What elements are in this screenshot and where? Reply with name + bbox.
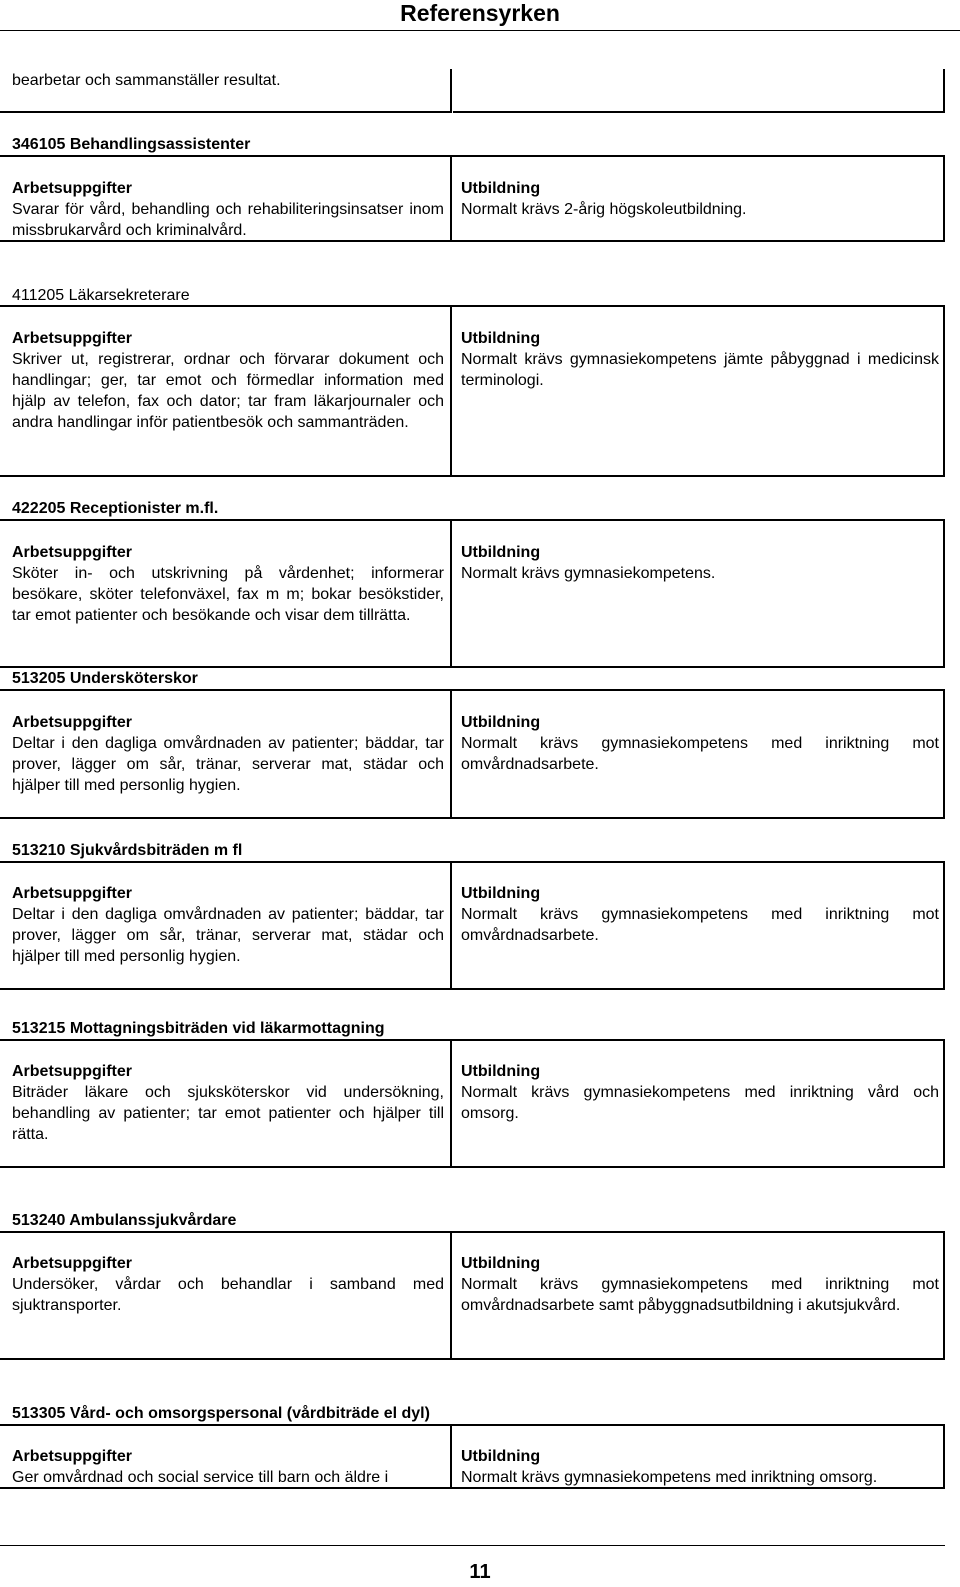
table-rule — [453, 111, 945, 113]
section-title: 513305 Vård- och omsorgspersonal (vårdbiträde el dyl) — [12, 1405, 430, 1422]
education-label: Utbildning — [461, 180, 541, 197]
tasks-text: Sköter in- och utskrivning på vårdenhet; informerar besökare, sköter telefonväxel, fax m m; bokar besökstider, tar emot patienter och besökande och visar dem tillrätta. — [12, 565, 444, 624]
section-title: 422205 Receptionister m.fl. — [12, 500, 219, 517]
table-rule — [450, 1039, 452, 1168]
tasks-label: Arbetsuppgifter — [12, 544, 132, 561]
tasks-text: Ger omvårdnad och social service till barn och äldre i — [12, 1469, 389, 1486]
section-title: 411205 Läkarsekreterare — [12, 287, 190, 304]
table-rule — [943, 1231, 945, 1360]
table-rule — [0, 1358, 945, 1360]
table-rule — [0, 111, 450, 113]
table-rule — [450, 861, 452, 990]
tasks-label: Arbetsuppgifter — [12, 1063, 132, 1080]
education-label: Utbildning — [461, 885, 541, 902]
tasks-text: Undersöker, vårdar och behandlar i samband med sjuktransporter. — [12, 1276, 444, 1314]
education-label: Utbildning — [461, 1448, 541, 1465]
tasks-label: Arbetsuppgifter — [12, 330, 132, 347]
header-rule — [0, 30, 960, 31]
table-rule — [0, 1039, 945, 1041]
section-title: 513240 Ambulanssjukvårdare — [12, 1212, 237, 1229]
table-rule — [943, 861, 945, 990]
table-rule — [450, 1424, 452, 1489]
table-rule — [0, 988, 945, 990]
section-title: 513210 Sjukvårdsbiträden m fl — [12, 842, 243, 859]
page-number: 11 — [469, 1561, 491, 1583]
table-rule — [0, 155, 945, 157]
footer-rule — [0, 1545, 945, 1546]
education-label: Utbildning — [461, 714, 541, 731]
table-rule — [943, 69, 945, 113]
table-rule — [0, 519, 945, 521]
tasks-text: Deltar i den dagliga omvårdnaden av patienter; bäddar, tar prover, lägger om sår, tränar, serverar mat, städar och hjälper till med personlig hygien. — [12, 735, 444, 794]
education-text: Normalt krävs gymnasiekompetens med inriktning mot omvårdnadsarbete samt påbyggnadsutbildning i akutsjukvård. — [461, 1276, 939, 1314]
table-rule — [0, 475, 945, 477]
education-text: Normalt krävs 2-årig högskoleutbildning. — [461, 201, 747, 218]
education-text: Normalt krävs gymnasiekompetens med inriktning mot omvårdnadsarbete. — [461, 735, 939, 773]
tasks-label: Arbetsuppgifter — [12, 1255, 132, 1272]
table-rule — [943, 689, 945, 819]
table-rule — [0, 861, 945, 863]
page-header-title: Referensyrken — [400, 0, 560, 26]
table-rule — [0, 689, 945, 691]
education-text: Normalt krävs gymnasiekompetens med inriktning vård och omsorg. — [461, 1084, 939, 1122]
table-rule — [0, 817, 945, 819]
table-rule — [450, 519, 452, 668]
table-rule — [943, 1424, 945, 1489]
section-title: 346105 Behandlingsassistenter — [12, 136, 251, 153]
table-rule — [450, 1231, 452, 1360]
education-text: Normalt krävs gymnasiekompetens. — [461, 565, 716, 582]
table-rule — [943, 155, 945, 242]
education-text: Normalt krävs gymnasiekompetens med inriktning mot omvårdnadsarbete. — [461, 906, 939, 944]
education-label: Utbildning — [461, 1063, 541, 1080]
tasks-label: Arbetsuppgifter — [12, 885, 132, 902]
table-rule — [943, 519, 945, 668]
table-rule — [0, 1166, 945, 1168]
table-rule — [450, 155, 452, 242]
table-rule — [0, 1424, 945, 1426]
education-text: Normalt krävs gymnasiekompetens jämte påbyggnad i medicinsk terminologi. — [461, 351, 939, 389]
education-label: Utbildning — [461, 330, 541, 347]
tasks-text: Svarar för vård, behandling och rehabiliteringsinsatser inom missbrukarvård och kriminalvård. — [12, 201, 444, 239]
table-rule — [450, 305, 452, 477]
tasks-text: Deltar i den dagliga omvårdnaden av patienter; bäddar, tar prover, lägger om sår, tränar, serverar mat, städar och hjälper till med personlig hygien. — [12, 906, 444, 965]
tasks-label: Arbetsuppgifter — [12, 180, 132, 197]
table-rule — [943, 1039, 945, 1168]
table-rule — [0, 1231, 945, 1233]
tasks-text: Skriver ut, registrerar, ordnar och förvarar dokument och handlingar; ger, tar emot och förmedlar information med hjälp av telefon, fax och dator; tar fram läkarjournaler och andra handlingar inför patientbesök och sammanträden. — [12, 351, 444, 431]
table-rule — [943, 305, 945, 477]
table-rule — [450, 689, 452, 819]
table-rule — [0, 305, 945, 307]
section-title: 513205 Undersköterskor — [12, 670, 198, 687]
intro-text: bearbetar och sammanställer resultat. — [12, 72, 281, 89]
education-label: Utbildning — [461, 1255, 541, 1272]
education-text: Normalt krävs gymnasiekompetens med inriktning omsorg. — [461, 1469, 878, 1486]
education-label: Utbildning — [461, 544, 541, 561]
tasks-label: Arbetsuppgifter — [12, 1448, 132, 1465]
section-title: 513215 Mottagningsbiträden vid läkarmottagning — [12, 1020, 385, 1037]
tasks-text: Biträder läkare och sjuksköterskor vid undersökning, behandling av patienter; tar emot patienter och hjälper till rätta. — [12, 1084, 444, 1143]
tasks-label: Arbetsuppgifter — [12, 714, 132, 731]
table-rule — [450, 69, 452, 113]
